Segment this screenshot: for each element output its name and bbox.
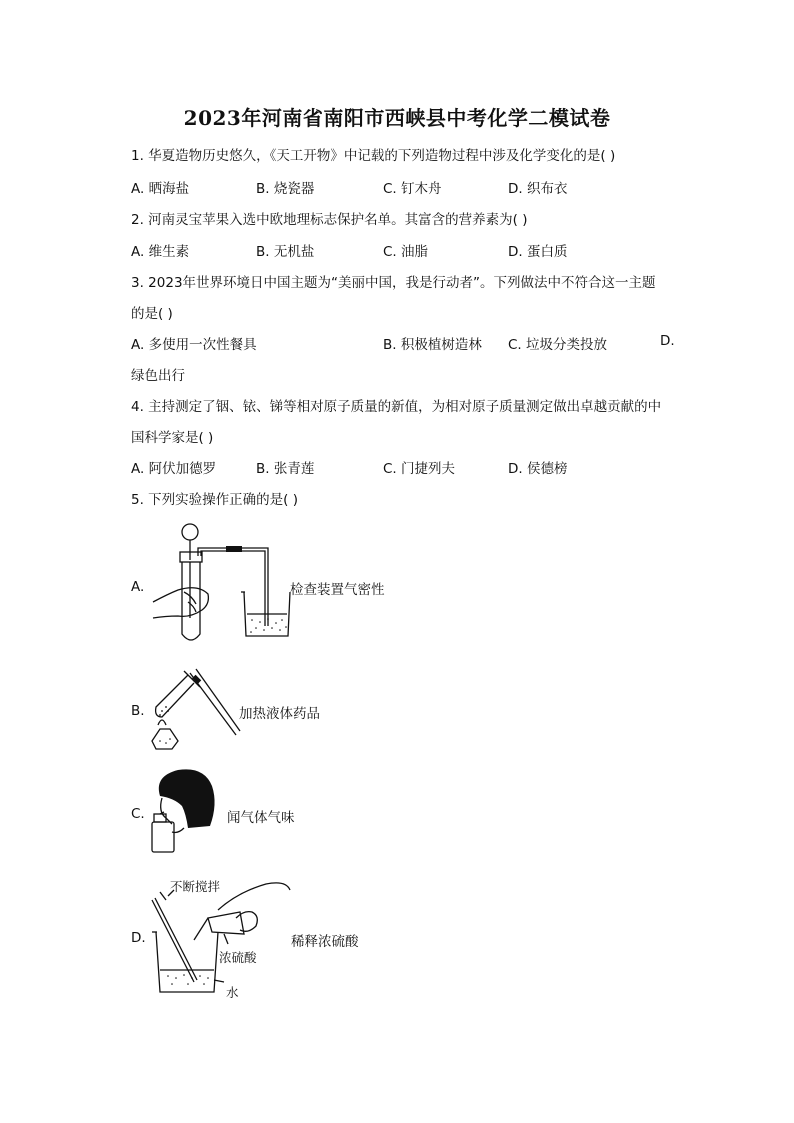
- question-5-option-b-label: B.: [131, 703, 145, 719]
- question-3-option-a: A. 多使用一次性餐具: [131, 337, 257, 353]
- question-3-option-d-text: 绿色出行: [131, 368, 185, 384]
- question-5-option-d-water-label: 水: [226, 985, 239, 1000]
- question-5-stem: 5. 下列实验操作正确的是( ): [131, 492, 298, 508]
- question-5-option-d-caption: 稀释浓硫酸: [291, 934, 359, 950]
- question-2-stem: 2. 河南灵宝苹果入选中欧地理标志保护名单。其富含的营养素为( ): [131, 212, 528, 228]
- smelling-gas-figure: [148, 768, 223, 858]
- question-1-option-b: B. 烧瓷器: [256, 181, 315, 197]
- question-3-stem-line1: 3. 2023年世界环境日中国主题为“美丽中国，我是行动者”。下列做法中不符合这一主题: [131, 275, 656, 291]
- page-title: 2023年河南省南阳市西峡县中考化学二模试卷: [183, 106, 611, 130]
- question-5-option-c-label: C.: [131, 806, 145, 822]
- question-3-option-c: C. 垃圾分类投放: [508, 337, 608, 353]
- question-1-option-a: A. 晒海盐: [131, 181, 190, 197]
- question-5-option-a-label: A.: [131, 579, 145, 595]
- question-5-option-d-acid-label: 浓硫酸: [219, 950, 257, 965]
- question-5-option-a-caption: 检查装置气密性: [290, 582, 385, 598]
- question-5-option-c-caption: 闻气体气味: [227, 810, 295, 826]
- question-3-option-b: B. 积极植树造林: [383, 337, 482, 353]
- question-2-option-d: D. 蛋白质: [508, 244, 568, 260]
- question-3-stem-line2: 的是( ): [131, 306, 173, 322]
- question-5-option-b-caption: 加热液体药品: [239, 706, 320, 722]
- question-4-option-a: A. 阿伏加德罗: [131, 461, 217, 477]
- question-4-option-d: D. 侯德榜: [508, 461, 568, 477]
- question-1-stem: 1. 华夏造物历史悠久，《天工开物》中记载的下列造物过程中涉及化学变化的是( ): [131, 148, 616, 164]
- question-1-option-c: C. 钉木舟: [383, 181, 442, 197]
- question-4-stem-line2: 国科学家是( ): [131, 430, 214, 446]
- airtightness-check-figure: [148, 518, 298, 648]
- question-5-option-d-stir-label: 不断搅拌: [170, 879, 221, 894]
- question-4-option-c: C. 门捷列夫: [383, 461, 456, 477]
- question-2-option-b: B. 无机盐: [256, 244, 315, 260]
- question-3-option-d-label: D.: [660, 333, 675, 349]
- heating-liquid-figure: [148, 663, 243, 755]
- question-1-option-d: D. 织布衣: [508, 181, 568, 197]
- question-5-option-d-label: D.: [131, 930, 146, 946]
- question-2-option-a: A. 维生素: [131, 244, 190, 260]
- question-4-stem-line1: 4. 主持测定了铟、铱、锑等相对原子质量的新值，为相对原子质量测定做出卓越贡献的中: [131, 399, 662, 415]
- question-4-option-b: B. 张青莲: [256, 461, 315, 477]
- question-2-option-c: C. 油脂: [383, 244, 429, 260]
